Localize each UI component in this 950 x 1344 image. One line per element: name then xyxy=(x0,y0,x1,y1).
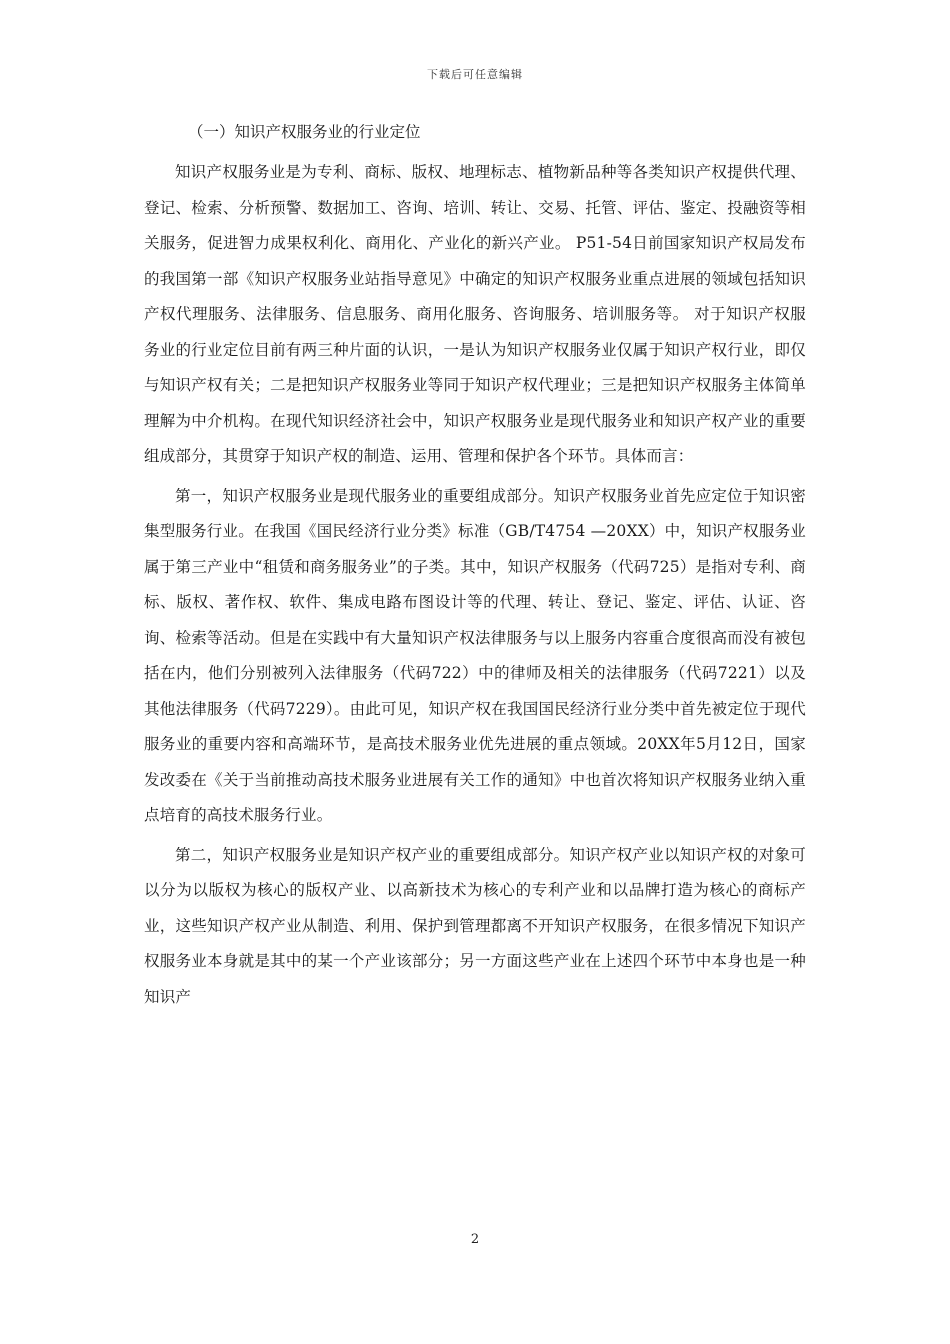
document-body xyxy=(144,116,806,1019)
paragraph-second-point: 第二，知识产权服务业是知识产权产业的重要组成部分。知识产权产业以知识产权的对象可以分为以版权为核心的版权产业、以高新技术为核心的专利产业和以品牌打造为核心的商标产业，这些知识产权产业从制造、利用、保护到管理都离不开知识产权服务，在很多情况下知识产权服务业本身就是其中的某一个产业该部分；另一方面这些产业在上述四个环节中本身也是一种知识产 xyxy=(144,845,806,1006)
paragraph-first-point: 第一，知识产权服务业是现代服务业的重要组成部分。知识产权服务业首先应定位于知识密集型服务行业。在我国《国民经济行业分类》标准（GB/T4754 —20XX）中，知识产权服务业属于第三产业中“租赁和商务服务业”的子类。其中，知识产权服务（代码725）是指对专利、商标、版权、著作权、软件、集成电路布图设计等的代理、转让、登记、鉴定、评估、认证、咨询、检索等活动。但是在实践中有大量知识产权法律服务与以上服务内容重合度很高而没有被包括在内，他们分别被列入法律服务（代码722）中的律师及相关的法律服务（代码7221）以及其他法律服务（代码7229）。由此可见，知识产权在我国国民经济行业分类中首先被定位于现代服务业的重要内容和高端环节，是高技术服务业优先进展的重点领域。20XX年5月12日，国家发改委在《关于当前推动高技术服务业进展有关工作的通知》中也首次将知识产权服务业纳入重点培育的高技术服务行业。 xyxy=(144,486,806,824)
page-header: 下载后可任意编辑 xyxy=(427,68,523,81)
paragraph-definition: 知识产权服务业是为专利、商标、版权、地理标志、植物新品种等各类知识产权提供代理、登记、检索、分析预警、数据加工、咨询、培训、转让、交易、托管、评估、鉴定、投融资等相关服务，促进智力成果权利化、商用化、产业化的新兴产业。 P51-54日前国家知识产权局发布的我国第一部《知识产权服务业站指导意见》中确定的知识产权服务业重点进展的领域包括知识产权代理服务、法律服务、信息服务、商用化服务、咨询服务、培训服务等。 对于知识产权服务业的行业定位目前有两三种片面的认识，一是认为知识产权服务业仅属于知识产权行业，即仅与知识产权有关；二是把知识产权服务业等同于知识产权代理业；三是把知识产权服务主体简单理解为中介机构。在现代知识经济社会中，知识产权服务业是现代服务业和知识产权产业的重要组成部分，其贯穿于知识产权的制造、运用、管理和保护各个环节。具体而言： xyxy=(144,163,806,465)
section-heading: （一）知识产权服务业的行业定位 xyxy=(188,123,421,141)
page-number: 2 xyxy=(470,1232,480,1247)
